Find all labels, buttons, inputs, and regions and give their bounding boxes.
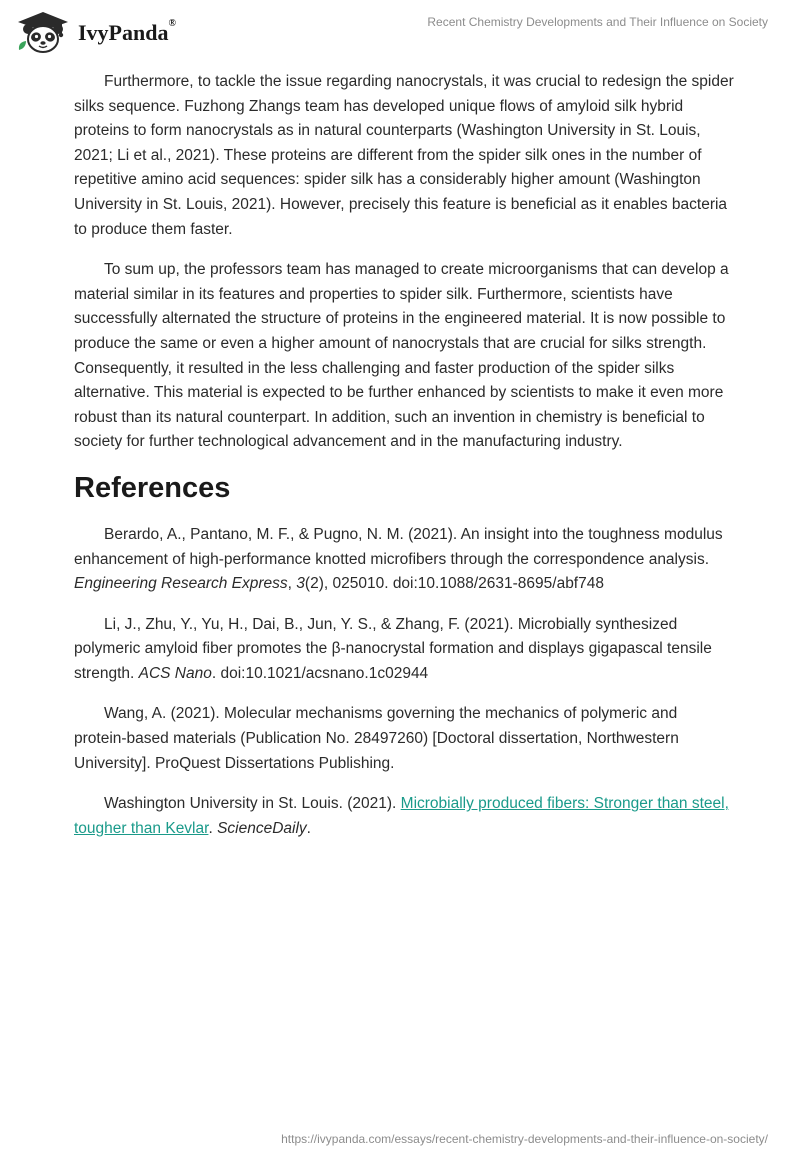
references-heading: References [74, 471, 231, 504]
journal-title: ScienceDaily [217, 819, 307, 837]
ivypanda-logo[interactable] [14, 8, 176, 56]
registered-mark: ® [168, 18, 176, 29]
reference-entry: Washington University in St. Louis. (2021). Microbially produced fibers: Stronger than steel, tougher than Kevlar. ScienceDaily. [74, 795, 729, 837]
reference-entry: Berardo, A., Pantano, M. F., & Pugno, N. M. (2021). An insight into the toughness modulus enhancement of high-performance knotted microfibers through the correspondence analysis. Engineering Research Express, 3(2), 025010. doi:10.1088/2631-8695/abf748 [74, 525, 723, 593]
body-paragraph: Furthermore, to tackle the issue regarding nanocrystals, it was crucial to redesign the spider silks sequence. Fuzhong Zhangs team has developed unique flows of amyloid silk hybrid proteins to form nanocrystals as in natural counterparts (Washington University in St. Louis, 2021; Li et al., 2021). These proteins are different from the spider silk ones in the number of repetitive amino acid sequences: spider silk has a considerably higher amount (Washington University in St. Louis, 2021). However, precisely this feature is beneficial as it enables bacteria to produce them faster. [74, 73, 734, 238]
journal-title: ACS Nano [138, 664, 212, 682]
volume-number: 3 [296, 575, 305, 593]
reference-link[interactable]: Microbially produced fibers: Stronger than steel, tougher than Kevlar [74, 795, 729, 837]
reference-entry: Li, J., Zhu, Y., Yu, H., Dai, B., Jun, Y. S., & Zhang, F. (2021). Microbially synthesized polymeric amyloid fiber promotes the β-nanocrystal formation and displays gigapascal tensile strength. ACS Nano. doi:10.1021/acsnano.1c02944 [74, 615, 712, 682]
panda-logo-icon [14, 10, 72, 54]
page-header-title: Recent Chemistry Developments and Their Influence on Society [427, 15, 768, 29]
journal-title: Engineering Research Express [74, 575, 288, 593]
essay-content [74, 70, 734, 857]
source-url: https://ivypanda.com/essays/recent-chemistry-developments-and-their-influence-on-society/ [281, 1132, 768, 1146]
reference-entry: Wang, A. (2021). Molecular mechanisms governing the mechanics of polymeric and protein-based materials (Publication No. 28497260) [Doctoral dissertation, Northwestern University]. ProQuest Dissertations Publishing. [74, 705, 679, 772]
brand-name: IvyPanda® [78, 18, 176, 45]
body-paragraph: To sum up, the professors team has managed to create microorganisms that can develop a material similar in its features and properties to spider silk. Furthermore, scientists have successfully alternated the structure of proteins in the engineered material. It is now possible to produce the same or even a higher amount of nanocrystals that are crucial for silks strength. Consequently, it resulted in the less challenging and faster production of the spider silks alternative. This material is expected to be further enhanced by scientists to make it even more robust than its natural counterpart. In addition, such an invention in chemistry is beneficial to society for further technological advancement and in the manufacturing industry. [74, 261, 729, 451]
